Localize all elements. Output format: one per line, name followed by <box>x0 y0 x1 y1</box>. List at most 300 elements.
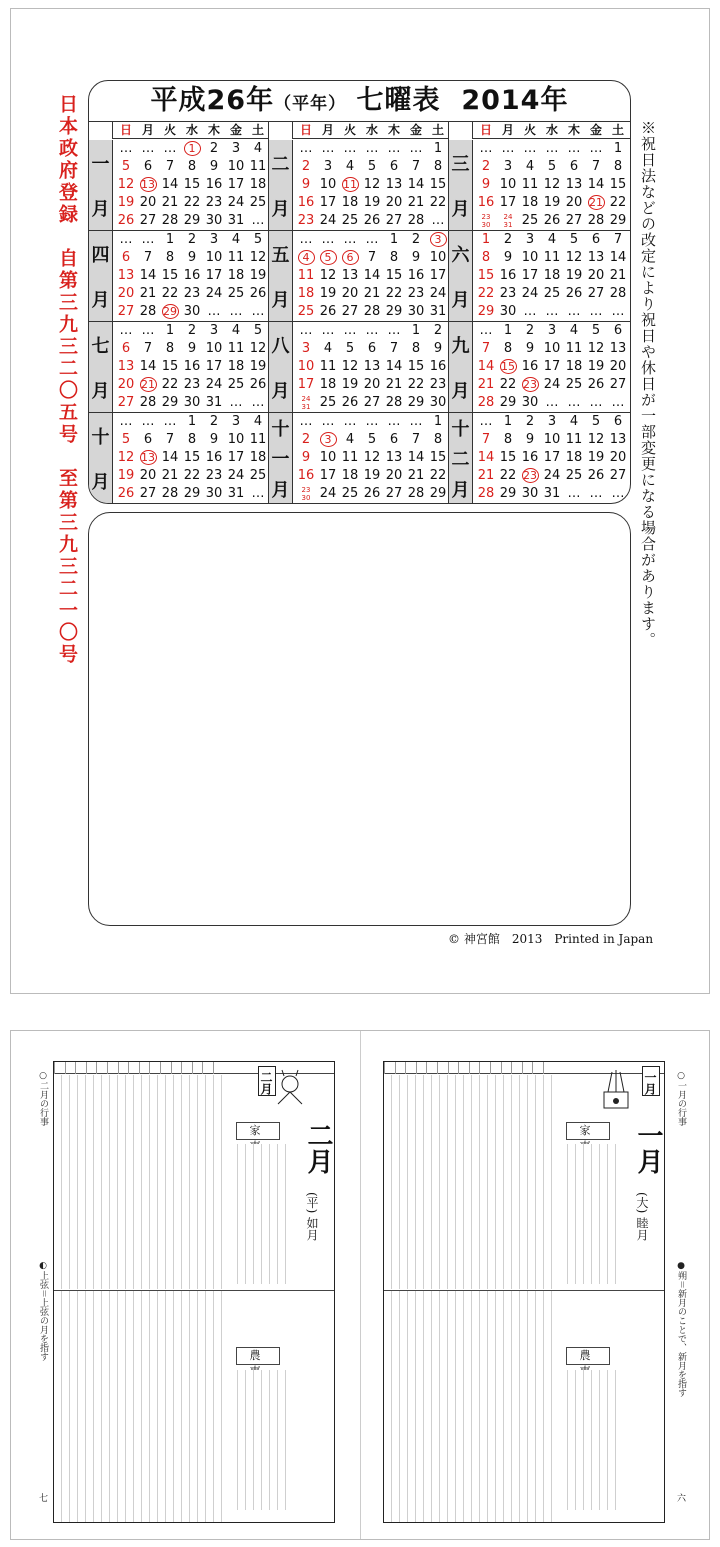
day-cell: 10 <box>521 250 539 265</box>
day-cell: 23 <box>407 286 425 301</box>
day-cell: 29 <box>161 395 179 410</box>
day-cell: … <box>321 323 335 338</box>
day-cell: 29 <box>407 395 425 410</box>
day-cell: 18 <box>319 377 337 392</box>
day-cell: 28 <box>385 395 403 410</box>
month-label-char: 十 <box>451 419 470 441</box>
day-cell: 16 <box>183 359 201 374</box>
day-cell: 27 <box>565 213 583 228</box>
day-cell: 11 <box>227 250 245 265</box>
day-cell: … <box>545 304 559 319</box>
day-cell: 14 <box>161 177 179 192</box>
almanac-spread <box>10 1030 710 1540</box>
day-column-line <box>532 1062 533 1074</box>
day-cell: 26 <box>117 486 135 501</box>
week-row <box>473 358 629 376</box>
day-cell: 10 <box>205 250 223 265</box>
left-big-month: 二月 <box>303 1122 333 1174</box>
day-cell <box>295 394 317 412</box>
weekday-label: 日 <box>119 123 132 137</box>
day-cell: 11 <box>227 341 245 356</box>
day-cell: 4 <box>569 323 579 338</box>
day-cell: 24 <box>521 286 539 301</box>
day-cell: 17 <box>543 450 561 465</box>
day-cell: … <box>119 414 133 429</box>
day-cell: 1 <box>187 414 197 429</box>
day-cell: 13 <box>385 450 403 465</box>
left-month-subtitle: (平) 如月 <box>305 1192 319 1242</box>
day-cell: 4 <box>231 323 241 338</box>
day-cell: 11 <box>249 432 267 447</box>
split-date: 23 30 <box>301 485 311 502</box>
week-row <box>113 140 269 158</box>
day-cell: 12 <box>587 432 605 447</box>
day-cell: 10 <box>227 432 245 447</box>
day-cell: 11 <box>565 432 583 447</box>
month-block <box>449 231 631 322</box>
day-cell: 9 <box>187 250 197 265</box>
week-row <box>113 303 269 321</box>
day-cell: 7 <box>481 341 491 356</box>
day-cell: 25 <box>341 213 359 228</box>
day-cell: … <box>229 395 243 410</box>
day-cell: 21 <box>363 286 381 301</box>
day-cell: 24 <box>543 377 561 392</box>
day-cell: 17 <box>521 268 539 283</box>
month-label-char: 月 <box>271 289 290 311</box>
day-cell: 22 <box>429 468 447 483</box>
month-label-char: 六 <box>451 244 470 266</box>
day-cell: 16 <box>297 468 315 483</box>
day-cell: 11 <box>521 177 539 192</box>
day-cell: 18 <box>227 268 245 283</box>
day-cell: 4 <box>231 232 241 247</box>
left-outer-title: ○二月の行事 <box>38 1071 48 1126</box>
day-cell: 8 <box>613 159 623 174</box>
day-column-line <box>384 1062 385 1074</box>
day-cell: 10 <box>205 341 223 356</box>
day-cell <box>317 249 339 267</box>
month-label-char: 月 <box>271 198 290 220</box>
weekday-label: 月 <box>321 123 334 137</box>
day-cell: 26 <box>587 468 605 483</box>
day-column-line <box>149 1062 150 1074</box>
weekday-label: 土 <box>251 123 264 137</box>
day-cell: 25 <box>249 468 267 483</box>
day-cell: 19 <box>341 377 359 392</box>
day-cell: 26 <box>319 304 337 319</box>
day-cell: 29 <box>183 213 201 228</box>
right-page-frame <box>383 1061 665 1523</box>
week-row <box>293 194 449 212</box>
week-row <box>293 140 449 158</box>
day-cell: … <box>545 395 559 410</box>
day-cell: … <box>589 304 603 319</box>
day-column-line <box>479 1062 480 1074</box>
day-cell: 15 <box>499 450 517 465</box>
day-cell: 9 <box>481 177 491 192</box>
day-cell: … <box>365 232 379 247</box>
day-cell: 28 <box>161 486 179 501</box>
government-registration-text: 日本政府登録 自第三九三二〇五号 至第三九三二一〇号 <box>56 94 78 666</box>
right-lower-entries <box>384 1291 554 1523</box>
day-cell <box>137 449 159 467</box>
day-cell: 2 <box>301 432 311 447</box>
day-cell: 9 <box>301 177 311 192</box>
month-block <box>269 322 448 413</box>
week-row <box>473 140 629 158</box>
day-cell: 2 <box>481 159 491 174</box>
day-cell: 19 <box>565 268 583 283</box>
day-cell <box>339 249 361 267</box>
day-cell: 10 <box>499 177 517 192</box>
day-cell: … <box>545 141 559 156</box>
day-cell: 14 <box>609 250 627 265</box>
week-row <box>473 322 629 340</box>
day-cell: 19 <box>363 468 381 483</box>
month-label-char: 三 <box>451 153 470 175</box>
week-row <box>113 394 269 412</box>
day-cell <box>519 376 541 394</box>
weekday-label: 木 <box>567 123 580 137</box>
day-cell: 21 <box>407 195 425 210</box>
weekday-header <box>449 122 631 139</box>
day-cell: 16 <box>297 195 315 210</box>
day-cell: 18 <box>565 359 583 374</box>
month-label <box>89 231 113 321</box>
day-cell: 14 <box>363 268 381 283</box>
calendar-column <box>269 122 449 504</box>
week-row <box>113 358 269 376</box>
day-cell: 24 <box>227 195 245 210</box>
day-cell: 28 <box>609 286 627 301</box>
day-cell: 12 <box>363 450 381 465</box>
month-block <box>89 231 268 322</box>
day-cell: 6 <box>389 432 399 447</box>
weekday-header-gap <box>449 122 473 139</box>
day-cell: 22 <box>477 286 495 301</box>
day-cell: … <box>409 141 423 156</box>
day-cell: 13 <box>341 268 359 283</box>
month-label <box>269 413 293 504</box>
day-cell: 26 <box>363 213 381 228</box>
day-cell: 19 <box>117 195 135 210</box>
day-column-line <box>139 1062 140 1074</box>
week-row <box>293 394 449 412</box>
day-cell: … <box>589 141 603 156</box>
day-cell: 12 <box>341 359 359 374</box>
weekday-label: 金 <box>409 123 422 137</box>
day-column-line <box>395 1062 396 1074</box>
holiday-circle: 11 <box>343 178 357 191</box>
day-cell: 3 <box>301 341 311 356</box>
day-column-line <box>192 1062 193 1074</box>
day-cell: 9 <box>411 250 421 265</box>
day-cell: … <box>589 395 603 410</box>
day-cell: … <box>365 414 379 429</box>
day-cell: 21 <box>609 268 627 283</box>
month-label-char: 十 <box>271 419 290 441</box>
right-outer-title: ○一月の行事 <box>676 1071 686 1126</box>
day-column-line <box>416 1062 417 1074</box>
day-cell: 14 <box>477 359 495 374</box>
day-cell: 10 <box>543 432 561 447</box>
week-row <box>113 231 269 249</box>
day-column-line <box>96 1062 97 1074</box>
day-cell: … <box>251 486 265 501</box>
day-cell: 31 <box>205 395 223 410</box>
week-row <box>473 303 629 321</box>
day-cell: 17 <box>227 450 245 465</box>
day-cell: 24 <box>205 286 223 301</box>
left-month-tab: 二月 <box>258 1066 276 1096</box>
day-cell: 15 <box>407 359 425 374</box>
day-cell: … <box>387 323 401 338</box>
holiday-circle: 21 <box>141 378 155 391</box>
day-cell: … <box>251 304 265 319</box>
calendar-card <box>88 80 631 504</box>
day-cell: 15 <box>161 359 179 374</box>
right-page-number: 六 <box>677 1494 687 1504</box>
month-block <box>269 140 448 231</box>
day-column-line <box>511 1062 512 1074</box>
day-cell: 18 <box>297 286 315 301</box>
day-cell: 20 <box>587 268 605 283</box>
day-cell: 16 <box>205 450 223 465</box>
day-cell: 12 <box>117 177 135 192</box>
day-cell: … <box>409 414 423 429</box>
day-cell: 2 <box>209 414 219 429</box>
day-cell: 13 <box>117 359 135 374</box>
week-row <box>293 322 449 340</box>
day-cell: … <box>479 323 493 338</box>
day-cell <box>497 212 519 230</box>
day-cell: 13 <box>565 177 583 192</box>
day-cell: 18 <box>341 195 359 210</box>
day-cell: 12 <box>543 177 561 192</box>
day-cell: 14 <box>139 268 157 283</box>
day-cell: … <box>299 414 313 429</box>
day-cell: … <box>321 141 335 156</box>
day-cell: 19 <box>249 359 267 374</box>
right-month-tab: 一月 <box>642 1066 660 1096</box>
day-cell: 6 <box>121 250 131 265</box>
week-row <box>293 467 449 485</box>
weekday-label: 木 <box>387 123 400 137</box>
day-cell: 19 <box>249 268 267 283</box>
weekday-label: 木 <box>207 123 220 137</box>
day-cell: 4 <box>345 432 355 447</box>
day-cell: 25 <box>341 486 359 501</box>
week-row <box>473 449 629 467</box>
day-cell: 28 <box>161 213 179 228</box>
day-cell: 2 <box>187 232 197 247</box>
day-cell: 17 <box>205 268 223 283</box>
day-cell: 12 <box>565 250 583 265</box>
week-row <box>293 285 449 303</box>
day-cell: 4 <box>569 414 579 429</box>
day-cell: 28 <box>139 304 157 319</box>
holiday-circle: 5 <box>320 250 337 265</box>
day-cell: 30 <box>521 395 539 410</box>
day-cell: 23 <box>183 286 201 301</box>
day-cell: 8 <box>165 341 175 356</box>
day-cell: 27 <box>385 486 403 501</box>
day-column-line <box>213 1062 214 1074</box>
memo-box <box>88 512 631 926</box>
day-cell: 21 <box>477 377 495 392</box>
day-cell: 10 <box>429 250 447 265</box>
day-cell: 29 <box>429 486 447 501</box>
day-cell: 17 <box>429 268 447 283</box>
month-label <box>269 322 293 412</box>
week-row <box>293 485 449 503</box>
day-cell: … <box>141 232 155 247</box>
day-cell: 25 <box>543 286 561 301</box>
left-kaji-text <box>230 1144 288 1284</box>
copyright: © 神宮館 2013 Printed in Japan <box>448 932 654 946</box>
month-label <box>89 413 113 504</box>
day-cell: 3 <box>231 414 241 429</box>
day-cell: 12 <box>249 250 267 265</box>
day-column-line <box>469 1062 470 1074</box>
day-cell: 22 <box>429 195 447 210</box>
day-cell: 17 <box>227 177 245 192</box>
spine-divider <box>360 1031 361 1539</box>
day-cell: 25 <box>565 468 583 483</box>
day-cell: 22 <box>183 468 201 483</box>
day-cell: 23 <box>205 468 223 483</box>
day-cell: 14 <box>161 450 179 465</box>
weekday-label: 金 <box>589 123 602 137</box>
day-cell: 21 <box>477 468 495 483</box>
left-page-frame <box>53 1061 335 1523</box>
day-cell: 23 <box>205 195 223 210</box>
day-cell: 16 <box>205 177 223 192</box>
day-cell: … <box>387 414 401 429</box>
day-cell: 25 <box>521 213 539 228</box>
week-row <box>473 267 629 285</box>
day-cell: 17 <box>499 195 517 210</box>
day-cell: 16 <box>521 450 539 465</box>
week-row <box>473 467 629 485</box>
day-cell: 5 <box>591 323 601 338</box>
left-nouji-text <box>230 1370 288 1510</box>
week-row <box>293 413 449 431</box>
day-cell: 4 <box>525 159 535 174</box>
weekday-label: 水 <box>185 123 198 137</box>
day-cell: 24 <box>319 213 337 228</box>
holiday-circle: 6 <box>342 250 359 265</box>
day-cell: 27 <box>139 486 157 501</box>
day-cell: 2 <box>301 159 311 174</box>
day-cell: 11 <box>319 359 337 374</box>
day-cell: … <box>567 486 581 501</box>
week-row <box>113 249 269 267</box>
day-cell: 3 <box>503 159 513 174</box>
day-cell <box>137 376 159 394</box>
day-cell: 7 <box>165 159 175 174</box>
day-cell: 24 <box>319 486 337 501</box>
week-row <box>293 231 449 249</box>
holiday-circle: 1 <box>184 141 201 156</box>
day-cell: 26 <box>249 377 267 392</box>
day-cell: 6 <box>121 341 131 356</box>
day-cell: 31 <box>227 486 245 501</box>
day-cell: 28 <box>477 395 495 410</box>
day-cell: 1 <box>481 232 491 247</box>
week-row <box>293 340 449 358</box>
holiday-circle: 29 <box>163 305 177 318</box>
day-cell: 27 <box>609 468 627 483</box>
calendar-grid <box>89 121 630 504</box>
holiday-circle: 13 <box>141 451 155 464</box>
day-cell: … <box>589 486 603 501</box>
day-cell: 28 <box>587 213 605 228</box>
day-cell: 19 <box>587 359 605 374</box>
day-cell: 27 <box>363 395 381 410</box>
day-column-line <box>75 1062 76 1074</box>
week-row <box>473 194 629 212</box>
day-cell: 13 <box>587 250 605 265</box>
day-cell: 5 <box>367 159 377 174</box>
day-cell: 30 <box>205 486 223 501</box>
day-cell: … <box>611 304 625 319</box>
holiday-circle: 15 <box>501 360 515 373</box>
weekday-header-gap <box>89 122 113 139</box>
month-label <box>449 231 473 321</box>
day-cell: 27 <box>139 213 157 228</box>
day-cell: 2 <box>433 323 443 338</box>
day-cell: 25 <box>565 377 583 392</box>
month-label-char: 月 <box>91 289 110 311</box>
weekday-header <box>89 122 268 139</box>
day-cell: 20 <box>609 359 627 374</box>
day-cell: 20 <box>139 468 157 483</box>
day-cell: … <box>567 141 581 156</box>
split-date: 23 30 <box>481 212 491 229</box>
week-row <box>473 212 629 230</box>
day-cell: 14 <box>477 450 495 465</box>
day-cell: 8 <box>165 250 175 265</box>
day-cell: 26 <box>341 395 359 410</box>
month-label-char: 八 <box>271 335 290 357</box>
week-row <box>113 176 269 194</box>
week-row <box>473 176 629 194</box>
day-cell: 22 <box>609 195 627 210</box>
day-cell: 2 <box>209 141 219 156</box>
day-cell: 15 <box>385 268 403 283</box>
day-cell: 28 <box>407 213 425 228</box>
day-cell: 1 <box>613 141 623 156</box>
day-cell: 9 <box>433 341 443 356</box>
week-row <box>113 158 269 176</box>
month-label-char: 月 <box>451 289 470 311</box>
left-kaji-heading: 家 <box>236 1122 280 1140</box>
day-cell: 28 <box>363 304 381 319</box>
day-cell <box>497 358 519 376</box>
weekday-header <box>269 122 448 139</box>
day-column-line <box>437 1062 438 1074</box>
day-cell: … <box>343 414 357 429</box>
day-cell: 22 <box>385 286 403 301</box>
weekday-label: 月 <box>141 123 154 137</box>
day-cell: 8 <box>503 341 513 356</box>
day-cell: 21 <box>139 286 157 301</box>
day-cell <box>295 249 317 267</box>
day-cell: 30 <box>205 213 223 228</box>
left-page-number: 七 <box>39 1494 49 1504</box>
